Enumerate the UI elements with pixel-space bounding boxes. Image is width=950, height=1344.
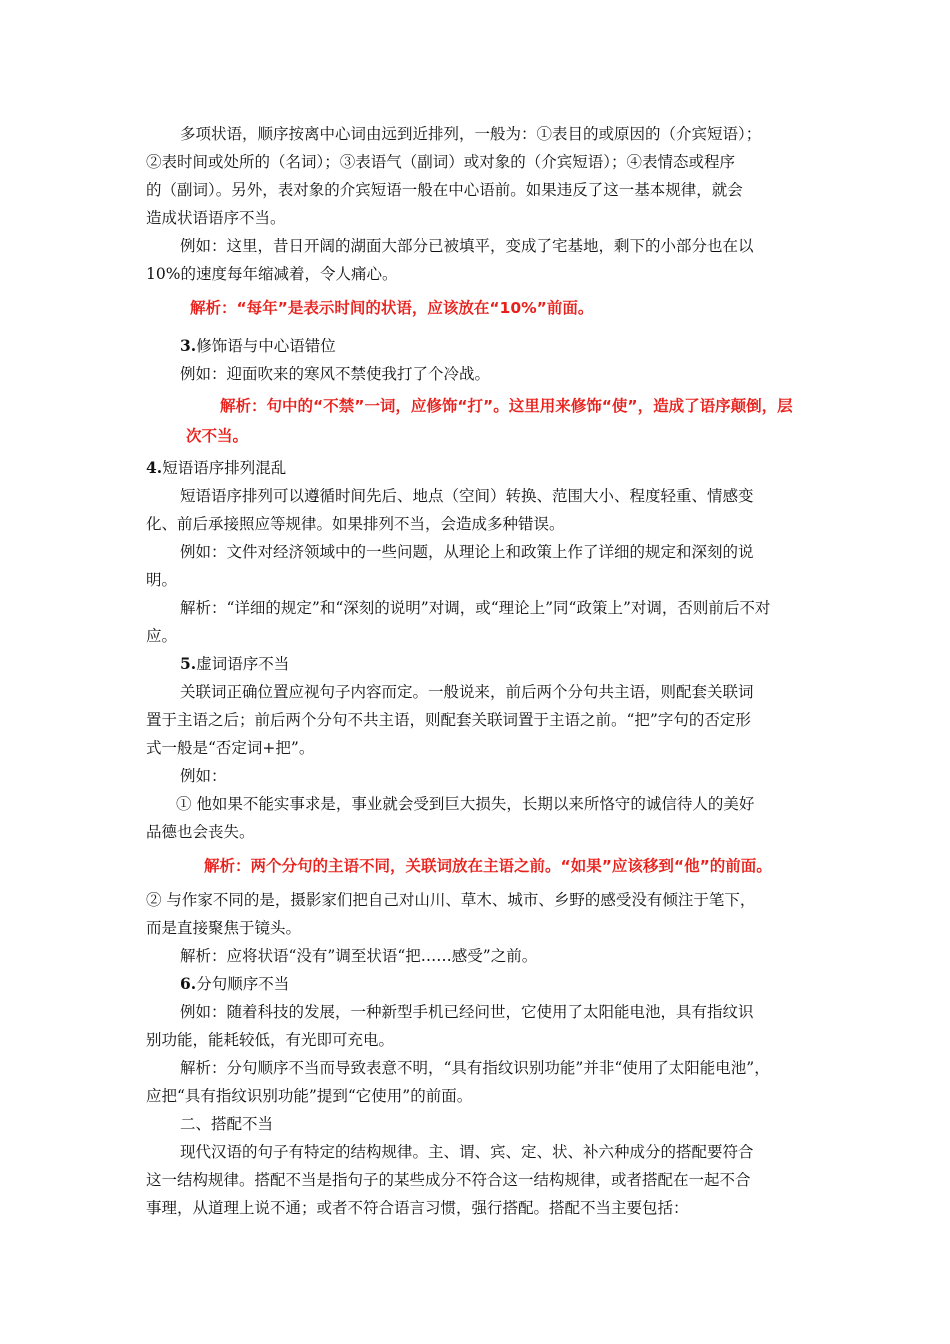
example-line: ② 与作家不同的是，摄影家们把自己对山川、草木、城市、乡野的感受没有倾注于笔下， [146, 891, 756, 909]
paragraph-line: 的（副词）。另外，表对象的介宾短语一般在中心语前。如果违反了这一基本规律，就会 [146, 181, 743, 199]
heading-number: 5. [180, 654, 197, 673]
example-line: 10%的速度每年缩减着，令人痛心。 [146, 265, 398, 283]
example-line: 例如：这里，昔日开阔的湖面大部分已被填平，变成了宅基地，剩下的小部分也在以 [180, 237, 754, 255]
paragraph-line: 短语语序排列可以遵循时间先后、地点（空间）转换、范围大小、程度轻重、情感变 [180, 487, 754, 505]
heading-text: 分句顺序不当 [196, 975, 290, 993]
example-line: 例如：文件对经济领域中的一些问题，从理论上和政策上作了详细的规定和深刻的说 [180, 543, 754, 561]
paragraph-line: ②表时间或处所的（名词）；③表语气（副词）或对象的（介宾短语）；④表情态或程序 [146, 153, 736, 171]
section-heading-4 [146, 458, 286, 478]
paragraph-line: 现代汉语的句子有特定的结构规律。主、谓、宾、定、状、补六种成分的搭配要符合 [180, 1143, 754, 1161]
example-line: 而是直接聚焦于镜头。 [146, 919, 302, 937]
section-heading-2: 二、搭配不当 [180, 1115, 274, 1133]
analysis-line: 解析：“详细的规定”和“深刻的说明”对调，或“理论上”同“政策上”对调，否则前后不对 [180, 599, 771, 617]
section-heading-6 [180, 974, 289, 994]
example-line: ① 他如果不能实事求是，事业就会受到巨大损失，长期以来所恪守的诚信待人的美好 [176, 795, 755, 813]
analysis-line: 解析：两个分句的主语不同，关联词放在主语之前。“如果”应该移到“他”的前面。 [204, 857, 772, 875]
example-line: 例如： [180, 767, 227, 785]
heading-number: 4. [146, 458, 163, 477]
analysis-line: 解析：“每年”是表示时间的状语，应该放在“10%”前面。 [190, 299, 594, 317]
example-line: 明。 [146, 571, 178, 589]
example-line: 例如：随着科技的发展，一种新型手机已经问世，它使用了太阳能电池，具有指纹识 [180, 1003, 754, 1021]
analysis-line: 解析：应将状语“没有”调至状语“把……感受”之前。 [180, 947, 538, 965]
heading-number: 6. [180, 974, 197, 993]
heading-text: 短语语序排列混乱 [162, 459, 287, 477]
paragraph-line: 关联词正确位置应视句子内容而定。一般说来，前后两个分句共主语，则配套关联词 [180, 683, 754, 701]
paragraph-line: 事理，从道理上说不通；或者不符合语言习惯，强行搭配。搭配不当主要包括： [146, 1199, 689, 1217]
paragraph-line: 化、前后承接照应等规律。如果排列不当，会造成多种错误。 [146, 515, 565, 533]
paragraph-line: 造成状语语序不当。 [146, 209, 286, 227]
heading-text: 修饰语与中心语错位 [196, 337, 336, 355]
section-heading-5 [180, 654, 289, 674]
example-line: 例如：迎面吹来的寒风不禁使我打了个冷战。 [180, 365, 491, 383]
paragraph-line: 置于主语之后；前后两个分句不共主语，则配套关联词置于主语之前。“把”字句的否定形 [146, 711, 751, 729]
section-heading-3 [180, 336, 336, 356]
analysis-line: 解析：句中的“不禁”一词，应修饰“打”。这里用来修饰“使”，造成了语序颠倒，层 [220, 397, 793, 415]
example-line: 别功能，能耗较低，有光即可充电。 [146, 1031, 395, 1049]
analysis-line: 解析：分句顺序不当而导致表意不明，“具有指纹识别功能”并非“使用了太阳能电池”， [180, 1059, 770, 1077]
example-line: 品德也会丧失。 [146, 823, 255, 841]
paragraph-line: 这一结构规律。搭配不当是指句子的某些成分不符合这一结构规律，或者搭配在一起不合 [146, 1171, 751, 1189]
paragraph-line: 式一般是“否定词+把”。 [146, 739, 315, 757]
paragraph-line: 多项状语，顺序按离中心词由远到近排列，一般为：①表目的或原因的（介宾短语）； [180, 125, 762, 143]
heading-text: 虚词语序不当 [196, 655, 290, 673]
analysis-line: 次不当。 [186, 427, 249, 445]
analysis-line: 应把“具有指纹识别功能”提到“它使用”的前面。 [146, 1087, 473, 1105]
heading-number: 3. [180, 336, 197, 355]
analysis-line: 应。 [146, 627, 178, 645]
